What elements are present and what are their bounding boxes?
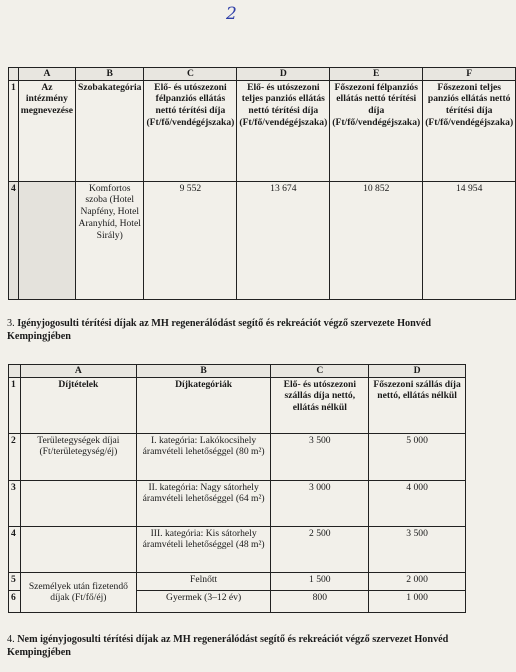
price-cell: 1 500 [271,572,369,590]
col-letter: E [330,68,423,81]
table-row [9,480,466,526]
column-letter-row [9,365,466,378]
row-number: 6 [9,590,21,612]
fee-category-cell: II. kategória: Nagy sátorhely áramvételi lehetőséggel (64 m²) [136,480,271,526]
table-row [9,433,466,480]
table-row [9,80,516,181]
row-number: 1 [9,377,21,433]
col-letter: A [18,68,75,81]
row-number: 2 [9,433,21,480]
column-letter-row [9,68,516,81]
header-cell: Díjtételek [20,377,136,433]
institution-cell [18,181,75,299]
section-title: Igényjogosulti térítési díjak az MH regenerálódást segítő és rekreációt végző szervezete Honvéd Kempingjében [7,318,432,343]
section-number: 4. [7,634,15,645]
col-letter: C [144,68,237,81]
room-category-cell: Komfortos szoba (Hotel Napfény, Hotel Aranyhíd, Hotel Sirály) [76,181,144,299]
header-cell: Díjkategóriák [136,377,271,433]
section-title: Nem igényjogosulti térítési díjak az MH regenerálódást segítő és rekreációt végző szervezet Honvéd Kempingjében [7,634,449,659]
col-letter: B [76,68,144,81]
price-cell: 5 000 [369,433,466,480]
price-cell: 3 000 [271,480,369,526]
col-letter: D [369,365,466,378]
table-row [9,181,516,299]
price-cell: 3 500 [369,526,466,572]
header-cell: Főszezoni teljes panziós ellátás nettó térítési díja (Ft/fő/vendégéjszaka) [423,80,516,181]
fee-item-cell [20,526,136,572]
price-cell: 2 000 [369,572,466,590]
fee-category-cell: Felnőtt [136,572,271,590]
header-cell: Az intézmény megnevezése [18,80,75,181]
header-cell: Elő- és utószezoni szállás díja nettó, ellátás nélkül [271,377,369,433]
corner-cell [9,68,19,81]
price-cell: 800 [271,590,369,612]
col-letter: F [423,68,516,81]
fee-item-cell: Személyek után fizetendő díjak (Ft/fő/éj) [20,572,136,612]
fee-category-cell: Gyermek (3–12 év) [136,590,271,612]
table-row [9,572,466,590]
price-cell: 1 000 [369,590,466,612]
fee-category-cell: I. kategória: Lakókocsihely áramvételi lehetőséggel (80 m²) [136,433,271,480]
price-cell: 4 000 [369,480,466,526]
col-letter: C [271,365,369,378]
col-letter: D [237,68,330,81]
row-number: 5 [9,572,21,590]
corner-cell [9,365,21,378]
section-number: 3. [7,318,15,329]
price-cell: 14 954 [423,181,516,299]
page-number: 2 [226,4,237,24]
col-letter: A [20,365,136,378]
header-cell: Szobakategória [76,80,144,181]
price-cell: 2 500 [271,526,369,572]
accommodation-price-table [8,67,516,300]
header-cell: Főszezoni szállás díja nettó, ellátás nélkül [369,377,466,433]
table-row [9,526,466,572]
header-cell: Elő- és utószezoni félpanziós ellátás nettó térítési díja (Ft/fő/vendégéjszaka) [144,80,237,181]
row-number: 4 [9,181,19,299]
fee-item-cell: Területegységek díjai (Ft/területegység/éj) [20,433,136,480]
header-cell: Főszezoni félpanziós ellátás nettó térítési díja (Ft/fő/vendégéjszaka) [330,80,423,181]
price-cell: 3 500 [271,433,369,480]
price-cell: 9 552 [144,181,237,299]
section-3-heading [7,317,467,344]
price-cell: 10 852 [330,181,423,299]
header-cell: Elő- és utószezoni teljes panziós ellátás nettó térítési díja (Ft/fő/vendégéjszaka) [237,80,330,181]
row-number: 1 [9,80,19,181]
section-4-heading [7,633,467,660]
fee-category-cell: III. kategória: Kis sátorhely áramvételi lehetőséggel (48 m²) [136,526,271,572]
table-row [9,377,466,433]
price-cell: 13 674 [237,181,330,299]
fee-item-cell [20,480,136,526]
row-number: 3 [9,480,21,526]
camping-price-table [8,364,466,613]
row-number: 4 [9,526,21,572]
col-letter: B [136,365,271,378]
